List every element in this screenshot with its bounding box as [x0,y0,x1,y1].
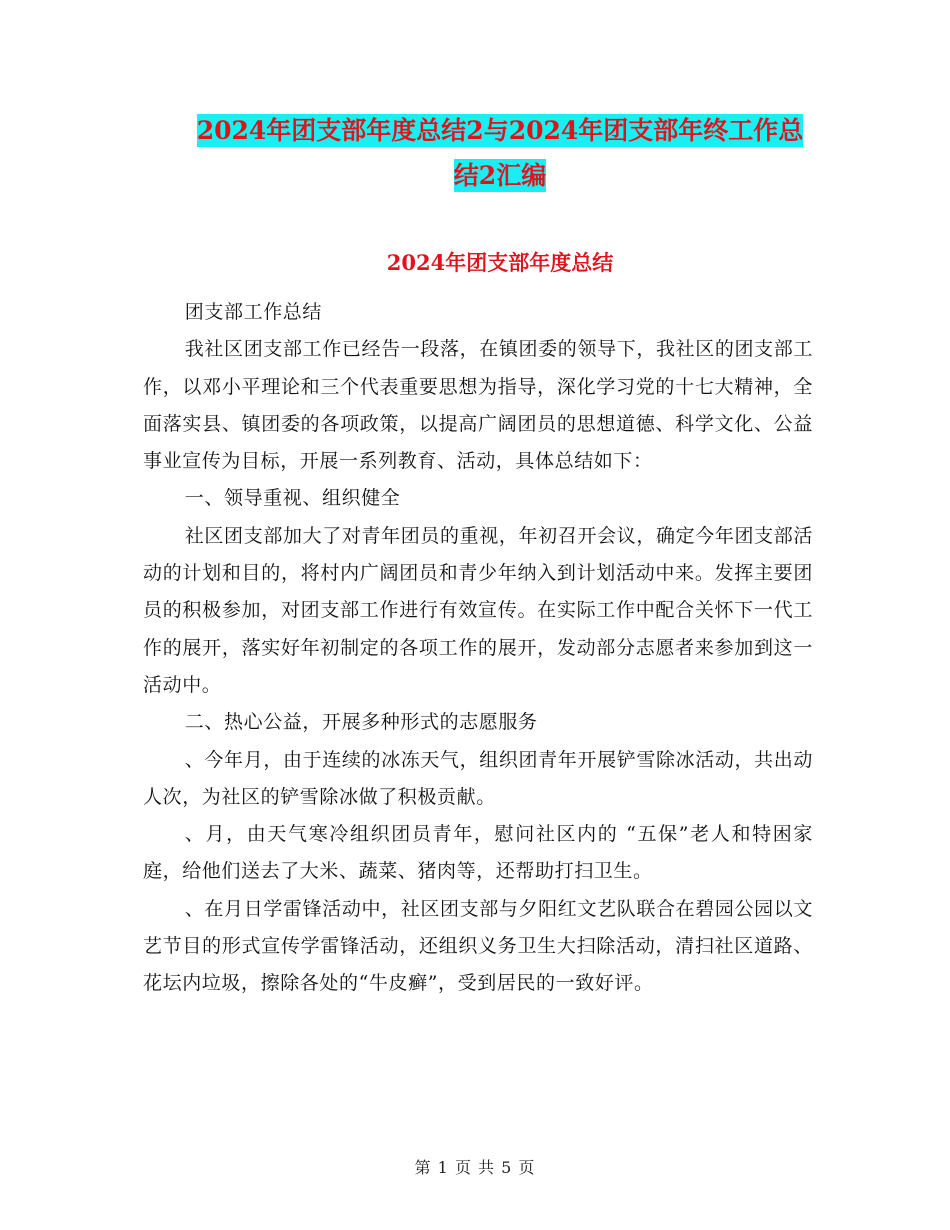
document-title [120,108,880,198]
page-footer: 第 1 页 共 5 页 [414,1158,536,1177]
paragraph: 社区团支部加大了对青年团员的重视，年初召开会议，确定今年团支部活动的计划和目的，将村内广阔团员和青少年纳入到计划活动中来。发挥主要团员的积极参加，对团支部工作进行有效宣传。在实际工作中配合关怀下一代工作的展开，落实好年初制定的各项工作的展开，发动部分志愿者来参加到这一活动中。 [143,524,813,696]
document-title-line2: 结2汇编 [453,161,547,190]
paragraph: 我社区团支部工作已经告一段落，在镇团委的领导下，我社区的团支部工作，以邓小平理论和三个代表重要思想为指导，深化学习党的十七大精神，全面落实县、镇团委的各项政策，以提高广阔团员的思想道德、科学文化、公益事业宣传为目标，开展一系列教育、活动，具体总结如下： [143,338,813,473]
document-body [143,294,813,1003]
paragraph: 、在月日学雷锋活动中，社区团支部与夕阳红文艺队联合在碧园公园以文艺节目的形式宣传学雷锋活动，还组织义务卫生大扫除活动，清扫社区道路、花坛内垃圾，擦除各处的“牛皮癣”，受到居民的一致好评。 [143,897,813,995]
paragraph-heading: 团支部工作总结 [184,301,322,323]
document-title-line1: 2024年团支部年度总结2与2024年团支部年终工作总 [196,116,804,145]
paragraph-heading: 一、领导重视、组织健全 [184,487,401,510]
paragraph-heading: 二、热心公益，开展多种形式的志愿服务 [184,711,538,734]
paragraph: 、今年月，由于连续的冰冻天气，组织团青年开展铲雪除冰活动，共出动人次，为社区的铲雪除冰做了积极贡献。 [143,748,813,808]
paragraph: 、月，由天气寒冷组织团员青年，慰问社区内的 “五保”老人和特困家庭，给他们送去了大米、蔬菜、猪肉等，还帮助打扫卫生。 [143,823,813,883]
section-title: 2024年团支部年度总结 [386,250,614,275]
